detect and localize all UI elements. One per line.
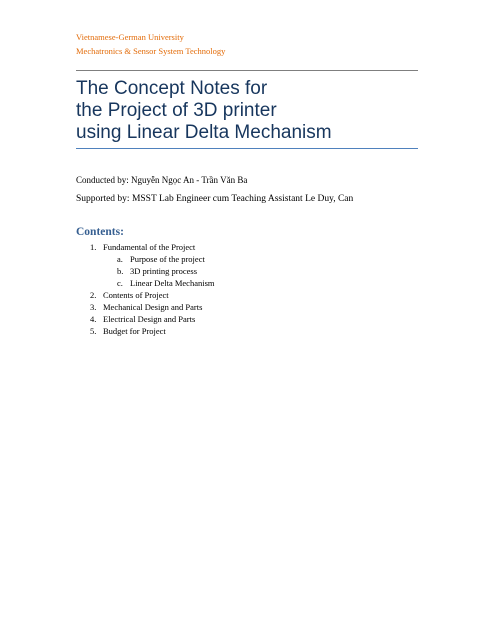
title-underline [76,148,418,149]
supported-by: Supported by: MSST Lab Engineer cum Teaching Assistant Le Duy, Can [76,194,354,204]
title-line-3: using Linear Delta Mechanism [76,122,332,143]
toc-item-label: Budget for Project [103,326,166,336]
toc-subitem [0,277,495,289]
toc-subitem-label: Purpose of the project [130,254,205,264]
toc-subitem-label: 3D printing process [130,266,198,276]
toc-item-label: Electrical Design and Parts [103,314,196,324]
toc-item-label: Fundamental of the Project [103,242,196,252]
toc-subitem-number: a. [117,254,123,264]
title-line-1: The Concept Notes for [76,78,268,99]
conducted-by: Conducted by: Nguyễn Ngọc An - Trần Văn Ba [76,175,248,185]
toc-item [0,301,495,313]
toc-subitem [0,265,495,277]
toc-item-number: 2. [90,290,97,300]
document-title [76,78,332,144]
toc-item [0,313,495,325]
toc-item-number: 5. [90,326,97,336]
toc-item [0,325,495,337]
toc-subitem-number: c. [117,278,123,288]
toc-item-label: Mechanical Design and Parts [103,302,203,312]
toc-item-label: Contents of Project [103,290,169,300]
toc-item-number: 1. [90,242,97,252]
toc-subitem-number: b. [117,266,124,276]
toc-item [0,289,495,301]
contents-heading: Contents: [76,226,124,238]
toc-subitem-label: Linear Delta Mechanism [130,278,215,288]
toc-item [0,241,495,253]
top-divider [76,70,418,71]
toc-item-number: 3. [90,302,97,312]
title-line-2: the Project of 3D printer [76,100,277,121]
toc-subitem [0,253,495,265]
program-name: Mechatronics & Sensor System Technology [76,46,226,56]
toc-item-number: 4. [90,314,97,324]
table-of-contents [0,241,495,337]
university-name: Vietnamese-German University [76,32,184,42]
